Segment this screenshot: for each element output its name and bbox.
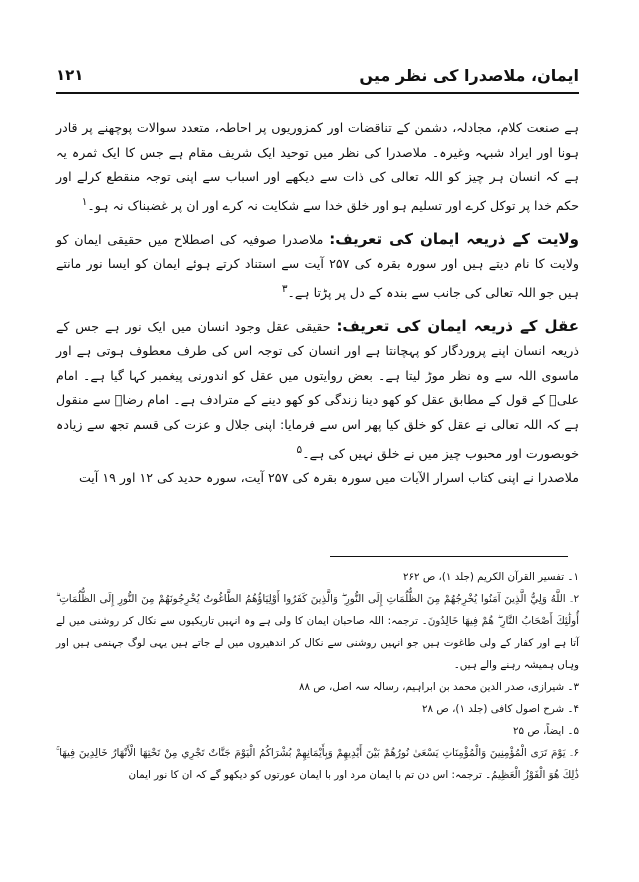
paragraph-text: ہے صنعت کلام، مجادلہ، دشمن کے تناقضات اور کمزوریوں پر احاطہ، متعدد سوالات پوچھنے پر قادر ہونا اور ایراد شبہہ وغیرہ۔ ملاصدرا کی نظر میں توحید ایک شریف مقام ہے جس کا ایک ثمرہ یہ ہے کہ انسان ہر چیز کو اللہ تعالی کی ذات سے دیکھے اور اسباب سے اپنی توجہ منقطع کرلے اور حکم خدا پر توکل کرے اور تسلیم ہو اور خلق خدا سے شکایت نہ کرے اور ان پر غضبناک نہ ہو۔ [56,120,579,213]
paragraph-text: ملاصدرا صوفیہ کی اصطلاح میں حقیقی ایمان کو ولایت کا نام دیتے ہیں اور سورہ بقرہ کی ۲۵۷ آیت سے استناد کرتے ہوئے ایمان کو ایسا نور مانتے ہیں جو اللہ تعالی کی جانب سے بندہ کے دل پر پڑتا ہے۔ [56,231,579,300]
footnote-5: ۵۔ ایضاً، ص ۲۵ [512,725,579,737]
header-rule [56,92,579,94]
section-heading-aql: عقل کے ذریعہ ایمان کی تعریف: [336,316,579,335]
footnote-1: ۱۔ تفسیر القرآن الکریم (جلد ۱)، ص ۲۶۲ [402,571,579,583]
verse-translation: ۔ ترجمہ: اللہ صاحبان ایمان کا ولی ہے وہ انہیں تاریکیوں سے نکال کر روشنی میں لے آتا ہے اور کفار کے ولی طاغوت ہیں جو انہیں روشنی سے نکال کر اندھیروں میں لے جاتے ہیں یہی لوگ جہنمی ہیں اور وہاں ہمیشہ رہنے والے ہیں۔ [56,615,579,671]
verse-translation: ۔ ترجمہ: اس دن تم با ایمان مرد اور با ایمان عورتوں کو دیکھو گے کہ ان کا نور ایمان [128,769,492,781]
paragraph-asrar [56,466,579,491]
footnote-4: ۴۔ شرح اصول کافی (جلد ۱)، ص ۲۸ [422,703,579,715]
page-number: ۱۲۱ [56,66,84,84]
quran-verse: ۶۔ يَوْمَ تَرَى الْمُؤْمِنِينَ وَالْمُؤْمِنَاتِ يَسْعَىٰ نُورُهُمْ بَيْنَ أَيْدِيهِمْ وَبِأَيْمَانِهِمْ بُشْرَاكُمُ الْيَوْمَ جَنَّاتٌ تَجْرِي مِنْ تَحْتِهَا الْأَنْهَارُ خَالِدِينَ فِيهَا ۚ ذَٰلِكَ هُوَ الْفَوْزُ الْعَظِيمُ [56,747,579,781]
paragraph-text: حقیقی عقل وجود انسان میں ایک نور ہے جس کے ذریعہ انسان اپنے پروردگار کو پہچانتا ہے اور انسان کی توجہ اس کی طرف معطوف ہوتی ہے اور ماسوی اللہ سے وہ نظر موڑ لیتا ہے۔ بعض روایتوں میں عقل کو اندورنی پیغمبر کہا گیا ہے۔ امام علیؑ کے قول کے مطابق عقل کو کھو دینا زندگی کو کھو دینے کے مترادف ہے۔ امام رضاؑ سے منقول ہے کہ اللہ تعالی نے عقل کو خلق کیا پھر اس سے فرمایا: اپنی جلال و عزت کی قسم تجھ سے زیادہ خوبصورت اور محبوب چیز میں نے خلق نہیں کی ہے۔ [56,318,579,461]
header-title: ایمان، ملاصدرا کی نظر میں [359,65,579,85]
running-header [56,62,579,88]
footnote-separator [330,556,568,557]
main-text [56,116,579,491]
paragraph-aql [56,314,579,467]
footnote-ref: ۵ [296,443,303,456]
footnote-2 [56,588,579,676]
footnote-ref: ۱ [81,195,88,208]
paragraph-wilayat [56,227,579,306]
quran-verse: ۲۔ اللَّهُ وَلِيُّ الَّذِينَ آمَنُوا يُخْرِجُهُمْ مِنَ الظُّلُمَاتِ إِلَى النُّورِ ۖ وَالَّذِينَ كَفَرُوا أَوْلِيَاؤُهُمُ الطَّاغُوتُ يُخْرِجُونَهُمْ مِنَ النُّورِ إِلَى الظُّلُمَاتِ ۗ أُولَٰئِكَ أَصْحَابُ النَّارِ ۖ هُمْ فِيهَا خَالِدُونَ [56,593,579,627]
footnote-ref: ۳ [281,282,288,295]
paragraph-tawhid [56,116,579,219]
footnotes [56,566,579,786]
footnote-6 [56,742,579,786]
paragraph-text: ملاصدرا نے اپنی کتاب اسرار الآیات میں سورہ بقرہ کی ۲۵۷ آیت، سورہ حدید کی ۱۲ اور ۱۹ آیت [78,470,579,486]
footnote-3: ۳۔ شیرازی، صدر الدین محمد بن ابراہیم، رسالہ سہ اصل، ص ۸۸ [298,681,579,693]
section-heading-wilayat: ولایت کے ذریعہ ایمان کی تعریف: [329,229,579,248]
